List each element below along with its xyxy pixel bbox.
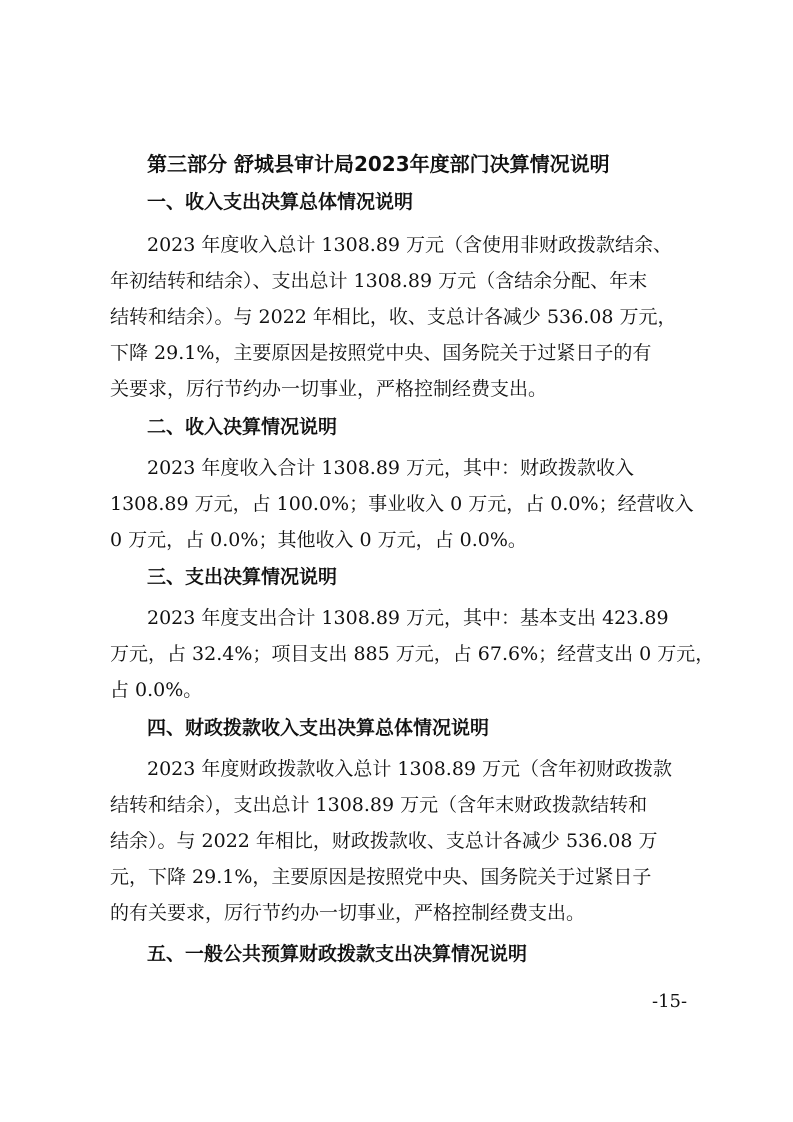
paragraph-line: 2023 年度收入合计 1308.89 万元，其中：财政拨款收入 [147,457,635,479]
page-title: 第三部分 舒城县审计局2023年度部门决算情况说明 [147,152,610,176]
paragraph-line: 关要求，厉行节约办一切事业，严格控制经费支出。 [110,378,548,400]
section-paragraph-4 [110,751,695,931]
section-heading-3: 三、支出决算情况说明 [147,566,338,588]
paragraph-line: 结转和结余），支出总计 1308.89 万元（含年末财政拨款结转和 [110,794,648,816]
page-number: -15- [652,991,688,1012]
paragraph-line: 0 万元，占 0.0%；其他收入 0 万元，占 0.0%。 [110,529,527,551]
paragraph-line: 的有关要求，厉行节约办一切事业，严格控制经费支出。 [110,902,586,924]
section-paragraph-2 [110,450,695,558]
section-heading-2: 二、收入决算情况说明 [147,416,338,438]
paragraph-line: 2023 年度支出合计 1308.89 万元，其中：基本支出 423.89 [147,607,669,629]
paragraph-line: 万元，占 32.4%；项目支出 885 万元，占 67.6%；经营支出 0 万元， [110,643,715,665]
paragraph-line: 结余）。与 2022 年相比，财政拨款收、支总计各减少 536.08 万 [110,830,658,852]
paragraph-line: 结转和结余）。与 2022 年相比，收、支总计各减少 536.08 万元， [110,306,677,328]
paragraph-line: 下降 29.1%，主要原因是按照党中央、国务院关于过紧日子的有 [110,342,652,364]
paragraph-line: 2023 年度财政拨款收入总计 1308.89 万元（含年初财政拨款 [147,758,673,780]
paragraph-line: 年初结转和结余）、支出总计 1308.89 万元（含结余分配、年末 [110,270,648,292]
section-heading-1: 一、收入支出决算总体情况说明 [147,191,414,213]
section-paragraph-1 [110,227,695,407]
paragraph-line: 2023 年度收入总计 1308.89 万元（含使用非财政拨款结余、 [147,234,673,256]
section-heading-4: 四、财政拨款收入支出决算总体情况说明 [147,717,490,739]
paragraph-line: 元，下降 29.1%，主要原因是按照党中央、国务院关于过紧日子 [110,866,652,888]
paragraph-line: 1308.89 万元，占 100.0%；事业收入 0 万元，占 0.0%；经营收入 [110,493,694,515]
section-heading-5: 五、一般公共预算财政拨款支出决算情况说明 [147,943,528,965]
section-paragraph-3 [110,600,715,708]
paragraph-line: 占 0.0%。 [110,679,203,701]
